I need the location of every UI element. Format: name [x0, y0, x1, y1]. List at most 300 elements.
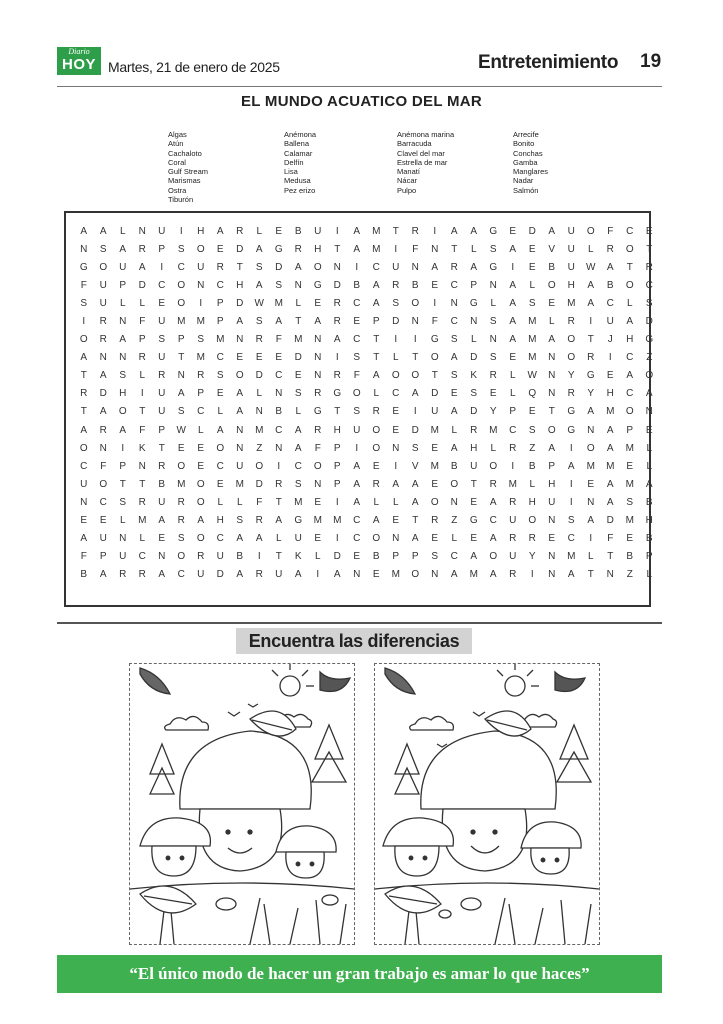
grid-letter: M	[177, 478, 186, 490]
grid-letter: P	[99, 550, 107, 562]
grid-letter: W	[176, 424, 186, 436]
grid-letter: B	[80, 568, 88, 580]
grid-letter: G	[567, 424, 576, 436]
grid-letter: P	[177, 334, 185, 346]
grid-letter: U	[80, 478, 88, 490]
grid-letter: E	[99, 514, 107, 526]
grid-letter: A	[548, 226, 556, 237]
grid-letter: E	[353, 316, 361, 328]
word-item: Conchas	[513, 148, 543, 158]
grid-letter: S	[489, 316, 497, 328]
grid-letter: E	[216, 478, 224, 490]
grid-letter: A	[99, 406, 107, 418]
grid-letter: N	[431, 244, 439, 256]
grid-letter: B	[606, 280, 614, 292]
grid-letter: H	[528, 496, 536, 508]
grid-letter: L	[490, 442, 497, 454]
grid-letter: N	[236, 442, 244, 454]
grid-letter: L	[587, 550, 594, 562]
grid-letter: I	[199, 298, 203, 310]
grid-letter: Q	[528, 388, 537, 400]
grid-letter: U	[509, 550, 517, 562]
grid-letter: T	[412, 352, 419, 364]
grid-letter: O	[372, 442, 381, 454]
grid-letter: C	[158, 280, 166, 292]
grid-letter: T	[607, 550, 614, 562]
grid-letter: F	[100, 460, 107, 472]
grid-letter: F	[314, 442, 321, 454]
grid-letter: L	[275, 532, 282, 544]
grid-letter: L	[626, 298, 633, 310]
grid-letter: P	[216, 298, 224, 310]
grid-letter: A	[80, 532, 88, 544]
grid-letter: P	[392, 550, 400, 562]
grid-letter: M	[333, 514, 342, 526]
grid-letter: N	[489, 334, 497, 346]
grid-letter: U	[99, 532, 107, 544]
grid-letter: T	[373, 334, 380, 346]
grid-letter: A	[294, 568, 302, 580]
grid-letter: E	[80, 514, 88, 526]
grid-letter: R	[197, 370, 205, 382]
grid-letter: L	[119, 514, 126, 526]
grid-letter: A	[80, 352, 88, 364]
word-item: Manglares	[513, 167, 549, 177]
word-item: Medusa	[284, 176, 311, 186]
grid-letter: M	[625, 514, 634, 526]
grid-letter: S	[431, 550, 439, 562]
grid-letter: A	[606, 496, 614, 508]
grid-letter: C	[645, 280, 653, 292]
grid-letter: C	[216, 532, 224, 544]
grid-letter: U	[567, 244, 575, 256]
grid-letter: G	[430, 334, 439, 346]
grid-letter: L	[392, 352, 399, 364]
grid-letter: I	[277, 460, 281, 472]
grid-letter: U	[294, 532, 302, 544]
grid-letter: B	[372, 550, 380, 562]
grid-letter: M	[196, 316, 205, 328]
grid-row	[74, 259, 659, 277]
word-item: Delfín	[284, 157, 304, 167]
grid-letter: I	[530, 568, 534, 580]
grid-letter: O	[196, 532, 205, 544]
grid-letter: S	[177, 244, 185, 256]
grid-letter: G	[469, 298, 478, 310]
grid-letter: M	[216, 334, 225, 346]
grid-letter: O	[586, 442, 595, 454]
grid-letter: E	[626, 460, 634, 472]
grid-letter: O	[567, 334, 576, 346]
grid-letter: L	[529, 478, 536, 490]
grid-row	[74, 313, 659, 331]
grid-letter: A	[489, 568, 497, 580]
grid-row	[74, 295, 659, 313]
grid-letter: H	[645, 514, 653, 526]
grid-letter: I	[433, 226, 437, 237]
grid-letter: N	[548, 352, 556, 364]
grid-letter: S	[177, 532, 185, 544]
grid-letter: O	[177, 550, 186, 562]
grid-letter: N	[470, 316, 478, 328]
grid-letter: M	[430, 424, 439, 436]
grid-letter: D	[470, 352, 478, 364]
grid-letter: L	[470, 334, 477, 346]
grid-letter: N	[450, 496, 458, 508]
grid-letter: C	[275, 424, 283, 436]
grid-letter: M	[372, 226, 381, 237]
grid-letter: U	[236, 460, 244, 472]
grid-letter: O	[430, 496, 439, 508]
grid-letter: S	[450, 334, 458, 346]
grid-row	[74, 566, 659, 584]
grid-letter: E	[470, 532, 478, 544]
grid-letter: E	[158, 532, 166, 544]
grid-letter: M	[606, 406, 615, 418]
grid-letter: R	[216, 262, 224, 274]
grid-letter: L	[119, 298, 126, 310]
grid-letter: T	[80, 370, 87, 382]
grid-letter: A	[236, 568, 244, 580]
grid-letter: N	[314, 352, 322, 364]
grid-letter: T	[139, 478, 146, 490]
grid-letter: A	[353, 226, 361, 237]
grid-letter: E	[470, 496, 478, 508]
grid-letter: G	[469, 514, 478, 526]
grid-letter: P	[372, 316, 380, 328]
grid-letter: O	[547, 424, 556, 436]
grid-letter: P	[626, 424, 634, 436]
grid-letter: A	[626, 316, 634, 328]
grid-letter: F	[80, 280, 87, 292]
grid-letter: E	[645, 424, 653, 436]
grid-letter: R	[431, 514, 439, 526]
grid-letter: O	[118, 406, 127, 418]
grid-letter: H	[567, 280, 575, 292]
grid-letter: A	[509, 244, 517, 256]
grid-letter: E	[372, 568, 380, 580]
grid-letter: A	[216, 424, 224, 436]
grid-letter: U	[158, 496, 166, 508]
grid-letter: R	[294, 244, 302, 256]
grid-letter: R	[411, 226, 419, 237]
grid-letter: R	[333, 370, 341, 382]
grid-letter: P	[197, 388, 205, 400]
grid-letter: J	[607, 334, 613, 346]
grid-letter: G	[313, 406, 322, 418]
grid-letter: I	[82, 316, 86, 328]
grid-letter: H	[314, 244, 322, 256]
grid-letter: A	[197, 514, 205, 526]
grid-letter: I	[335, 496, 339, 508]
grid-letter: P	[470, 280, 478, 292]
grid-letter: N	[411, 262, 419, 274]
grid-letter: R	[197, 550, 205, 562]
grid-letter: A	[392, 478, 400, 490]
grid-letter: L	[256, 226, 263, 237]
grid-letter: A	[99, 568, 107, 580]
grid-letter: L	[373, 496, 380, 508]
word-item: Gulf Stream	[168, 167, 209, 177]
grid-letter: E	[548, 532, 556, 544]
grid-letter: M	[177, 316, 186, 328]
grid-letter: O	[313, 460, 322, 472]
grid-letter: E	[294, 370, 302, 382]
grid-letter: M	[391, 568, 400, 580]
word-item: Clavel del mar	[397, 148, 445, 158]
grid-letter: T	[334, 406, 341, 418]
grid-letter: E	[197, 460, 205, 472]
word-list-column-4	[513, 130, 623, 195]
grid-letter: S	[80, 298, 88, 310]
grid-letter: D	[333, 550, 341, 562]
grid-letter: A	[606, 262, 614, 274]
grid-letter: N	[392, 532, 400, 544]
grid-letter: S	[392, 298, 400, 310]
grid-letter: L	[197, 424, 204, 436]
grid-letter: U	[567, 262, 575, 274]
grid-letter: C	[80, 460, 88, 472]
grid-letter: T	[548, 406, 555, 418]
grid-letter: E	[489, 388, 497, 400]
grid-letter: L	[314, 550, 321, 562]
grid-letter: L	[256, 388, 263, 400]
grid-letter: A	[236, 388, 244, 400]
grid-letter: G	[586, 370, 595, 382]
grid-letter: Y	[587, 388, 595, 400]
grid-letter: U	[314, 226, 322, 237]
grid-letter: A	[645, 478, 653, 490]
grid-letter: E	[158, 298, 166, 310]
grid-letter: R	[138, 244, 146, 256]
grid-letter: R	[119, 568, 127, 580]
grid-letter: O	[79, 334, 88, 346]
grid-letter: O	[411, 568, 420, 580]
word-item: Pulpo	[397, 185, 417, 195]
grid-letter: A	[138, 262, 146, 274]
grid-letter: O	[547, 280, 556, 292]
grid-letter: O	[430, 352, 439, 364]
grid-letter: E	[431, 478, 439, 490]
grid-letter: R	[177, 496, 185, 508]
grid-letter: H	[236, 280, 244, 292]
header-divider	[57, 86, 662, 87]
grid-letter: E	[275, 352, 283, 364]
grid-letter: Z	[529, 442, 536, 454]
grid-letter: R	[333, 316, 341, 328]
grid-letter: M	[528, 316, 537, 328]
grid-letter: C	[489, 514, 497, 526]
word-item: Algas	[168, 130, 187, 139]
grid-letter: I	[257, 550, 261, 562]
grid-row	[74, 385, 659, 403]
grid-letter: P	[411, 550, 419, 562]
grid-letter: O	[99, 262, 108, 274]
grid-letter: B	[645, 532, 653, 544]
grid-letter: B	[411, 280, 419, 292]
issue-date: Martes, 21 de enero de 2025	[108, 59, 280, 75]
grid-letter: T	[139, 406, 146, 418]
grid-letter: I	[394, 334, 398, 346]
grid-letter: A	[255, 280, 263, 292]
grid-letter: S	[99, 244, 107, 256]
grid-letter: Y	[489, 406, 497, 418]
grid-letter: S	[450, 370, 458, 382]
grid-letter: A	[411, 496, 419, 508]
word-item: Calamar	[284, 148, 313, 158]
grid-letter: N	[587, 496, 595, 508]
grid-letter: L	[548, 316, 555, 328]
grid-letter: I	[179, 226, 183, 237]
word-list-column-1	[168, 130, 278, 204]
grid-letter: A	[587, 298, 595, 310]
grid-letter: O	[489, 460, 498, 472]
grid-letter: U	[431, 406, 439, 418]
word-item: Bonito	[513, 139, 535, 149]
grid-letter: T	[275, 496, 282, 508]
grid-letter: O	[352, 388, 361, 400]
grid-letter: R	[509, 568, 517, 580]
grid-letter: M	[528, 352, 537, 364]
grid-letter: N	[314, 370, 322, 382]
grid-letter: U	[197, 262, 205, 274]
grid-letter: C	[353, 334, 361, 346]
grid-letter: O	[196, 478, 205, 490]
grid-letter: R	[99, 424, 107, 436]
grid-letter: C	[138, 550, 146, 562]
grid-letter: P	[158, 424, 166, 436]
grid-letter: U	[158, 352, 166, 364]
grid-letter: R	[158, 460, 166, 472]
grid-letter: E	[431, 442, 439, 454]
grid-letter: O	[411, 298, 420, 310]
grid-letter: A	[119, 424, 127, 436]
grid-row	[74, 223, 659, 241]
grid-letter: D	[645, 316, 653, 328]
word-item: Arrecife	[513, 130, 539, 139]
grid-letter: G	[489, 226, 498, 237]
grid-letter: A	[294, 442, 302, 454]
grid-letter: M	[625, 478, 634, 490]
grid-letter: D	[392, 316, 400, 328]
grid-letter: M	[138, 514, 147, 526]
grid-letter: A	[158, 514, 166, 526]
grid-letter: U	[567, 226, 575, 237]
grid-letter: U	[158, 316, 166, 328]
grid-letter: G	[79, 262, 88, 274]
grid-letter: T	[392, 226, 399, 237]
word-item: Lisa	[284, 167, 298, 177]
grid-letter: C	[450, 280, 458, 292]
grid-letter: R	[489, 478, 497, 490]
grid-letter: C	[626, 226, 634, 237]
grid-letter: A	[236, 532, 244, 544]
grid-letter: E	[392, 514, 400, 526]
grid-letter: H	[626, 334, 634, 346]
grid-letter: R	[372, 478, 380, 490]
grid-letter: E	[392, 406, 400, 418]
grid-letter: G	[567, 406, 576, 418]
grid-letter: M	[606, 460, 615, 472]
grid-letter: L	[509, 370, 516, 382]
grid-letter: S	[119, 370, 127, 382]
grid-letter: A	[606, 424, 614, 436]
grid-letter: A	[372, 370, 380, 382]
grid-letter: F	[353, 370, 360, 382]
grid-letter: A	[353, 460, 361, 472]
grid-letter: D	[606, 514, 614, 526]
word-item: Coral	[168, 157, 186, 167]
grid-letter: G	[274, 244, 283, 256]
grid-letter: O	[313, 262, 322, 274]
grid-letter: L	[139, 298, 146, 310]
grid-letter: T	[178, 352, 185, 364]
word-item: Cachaloto	[168, 148, 202, 158]
grid-letter: T	[587, 568, 594, 580]
grid-letter: D	[333, 280, 341, 292]
grid-letter: M	[313, 514, 322, 526]
grid-letter: N	[450, 298, 458, 310]
grid-letter: I	[394, 460, 398, 472]
grid-letter: A	[470, 226, 478, 237]
grid-letter: L	[646, 442, 653, 454]
grid-letter: O	[586, 226, 595, 237]
grid-letter: A	[236, 316, 244, 328]
grid-letter: M	[469, 568, 478, 580]
grid-letter: E	[450, 388, 458, 400]
grid-letter: L	[217, 496, 224, 508]
grid-letter: P	[548, 460, 556, 472]
grid-letter: O	[177, 460, 186, 472]
grid-letter: N	[587, 424, 595, 436]
grid-letter: A	[509, 334, 517, 346]
grid-row	[74, 548, 659, 566]
grid-row	[74, 476, 659, 494]
word-item: Anémona	[284, 130, 317, 139]
grid-row	[74, 440, 659, 458]
grid-letter: S	[275, 280, 283, 292]
grid-letter: C	[177, 568, 185, 580]
grid-letter: R	[489, 370, 497, 382]
grid-letter: G	[313, 280, 322, 292]
grid-row	[74, 277, 659, 295]
grid-letter: T	[470, 478, 477, 490]
grid-letter: L	[139, 532, 146, 544]
grid-letter: B	[158, 478, 166, 490]
grid-letter: I	[511, 262, 515, 274]
grid-letter: B	[626, 550, 634, 562]
grid-letter: I	[413, 406, 417, 418]
word-item: Anémona marina	[397, 130, 455, 139]
grid-row	[74, 458, 659, 476]
grid-letter: M	[430, 460, 439, 472]
grid-letter: A	[255, 244, 263, 256]
grid-letter: B	[275, 406, 283, 418]
grid-letter: A	[275, 316, 283, 328]
grid-letter: A	[548, 442, 556, 454]
word-list-column-3	[397, 130, 507, 195]
grid-letter: I	[355, 262, 359, 274]
grid-row	[74, 494, 659, 512]
grid-letter: N	[99, 352, 107, 364]
grid-letter: N	[138, 226, 146, 237]
logo-top-text: Diario	[68, 47, 90, 56]
grid-letter: E	[509, 352, 517, 364]
grid-letter: K	[138, 442, 146, 454]
grid-letter: T	[236, 262, 243, 274]
grid-letter: I	[316, 568, 320, 580]
grid-letter: T	[80, 406, 87, 418]
